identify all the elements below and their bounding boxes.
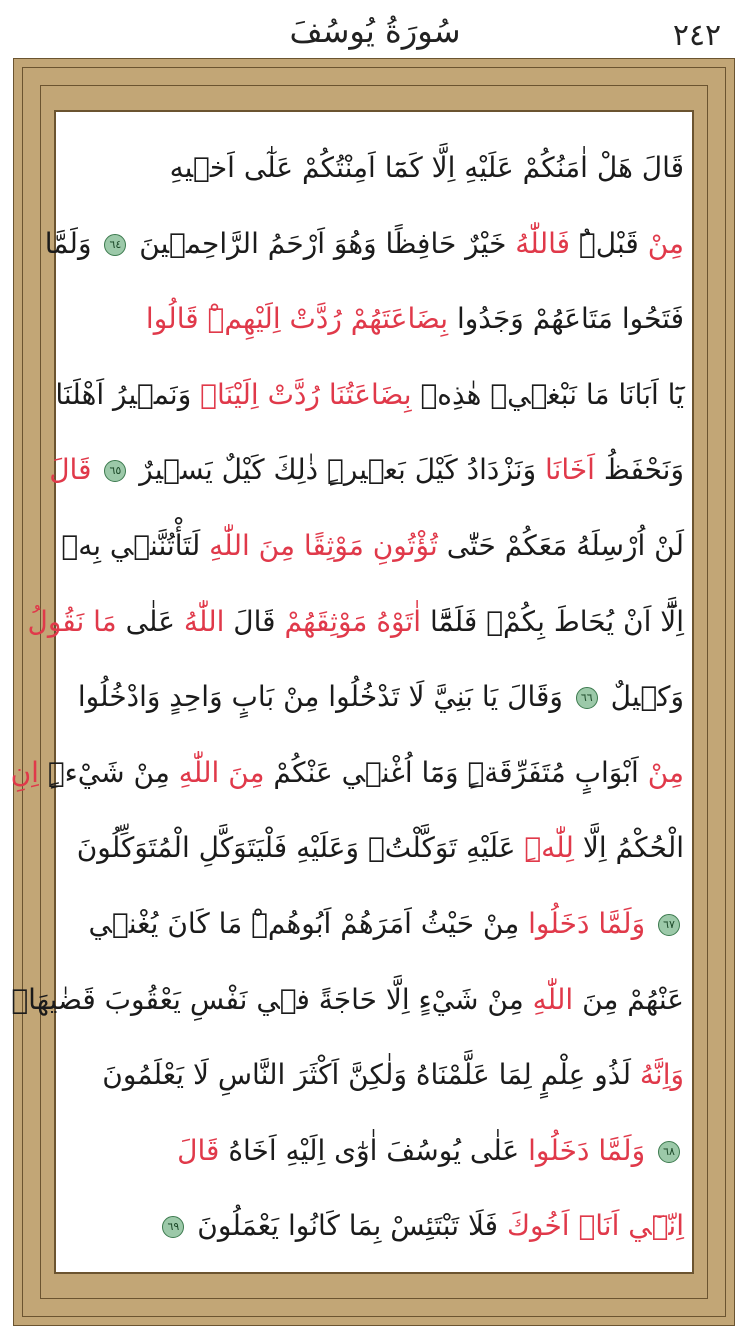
verse-line (64, 1188, 684, 1264)
verse-line (44, 206, 684, 282)
tajweed-highlight-text: بِضَاعَتَهُمْ رُدَّتْ اِلَيْهِمْۜ (207, 302, 449, 336)
verse-text: قَالَ هَلْ اٰمَنُكُمْ عَلَيْهِ اِلَّا كَمَٓا اَمِنْتُكُمْ عَلٰٓى اَخ۪يهِ (169, 151, 684, 184)
tajweed-highlight-text: مِنَ اللّٰهِ (178, 755, 265, 789)
verse-lines (10, 130, 684, 1264)
tajweed-highlight-text: تُؤْتُونِ مَوْثِقًا مِنَ اللّٰهِ (209, 528, 438, 562)
verse-text: وَقَالَ يَا بَنِيَّ لَا تَدْخُلُوا مِنْ بَابٍ وَاحِدٍ وَادْخُلُوا (77, 680, 572, 714)
tajweed-highlight-text: اٰتَوْهُ مَوْثِقَهُمْ (284, 604, 422, 638)
tajweed-highlight-text: اللّٰهِ (532, 982, 574, 1016)
verse-line (49, 432, 684, 508)
surah-title: سُورَةُ يُوسُفَ (289, 12, 461, 50)
verse-line (64, 659, 684, 735)
verse-text: فَتَحُوا مَتَاعَهُمْ وَجَدُوا (448, 302, 684, 336)
verse-text: اِلَّٓا اَنْ يُحَاطَ بِكُمْۚ فَلَمَّٓا (421, 604, 684, 638)
verse-text: وَنَم۪يرُ اَهْلَنَا (55, 377, 201, 411)
tajweed-highlight-text: مَا نَقُولُ (27, 604, 117, 638)
verse-text: عَلَيْهِ تَوَكَّلْتُۚ وَعَلَيْهِ فَلْيَتَوَكَّلِ الْمُتَوَكِّلُونَ (76, 831, 525, 865)
ayah-number-marker: ٦٩ (162, 1216, 184, 1238)
verse-text: عَلٰى يُوسُفَ اٰوٰٓى اِلَيْهِ اَخَاهُ (219, 1133, 529, 1167)
tajweed-highlight-text: اَخَانَا (545, 453, 595, 487)
verse-text: يَٓا اَبَانَا مَا نَبْغ۪يۜ هٰذِه۪ (411, 377, 684, 411)
verse-text: لَنْ اُرْسِلَهُ مَعَكُمْ حَتّٰى (437, 528, 684, 562)
verse-line (64, 810, 684, 886)
verse-text: وَنَزْدَادُ كَيْلَ بَع۪يرٍۜ ذٰلِكَ كَيْلٌ يَس۪يرٌ (130, 453, 546, 487)
text-panel (10, 110, 694, 1274)
tajweed-highlight-text: لِلّٰهِۜ (524, 831, 574, 865)
verse-line (64, 281, 684, 357)
tajweed-highlight-text: مِنْ (647, 755, 684, 789)
verse-line (64, 1113, 684, 1189)
ayah-number-marker: ٦٨ (658, 1141, 680, 1163)
verse-line (11, 962, 684, 1038)
verse-text: عَلٰى (116, 604, 184, 638)
verse-text: قَبْلُۜ (570, 226, 648, 260)
verse-line (61, 508, 684, 584)
tajweed-highlight-text: اللّٰهُ (183, 604, 225, 638)
page-header (0, 0, 750, 55)
verse-text: مِنْ شَيْءٍ اِلَّا حَاجَةً ف۪ي نَفْسِ يَعْقُوبَ قَضٰيهَاۜ (11, 982, 533, 1016)
verse-text: وَك۪يلٌ (601, 680, 684, 714)
verse-text: خَيْرٌ حَافِظًا وَهُوَ اَرْحَمُ الرَّاحِم۪ينَ (130, 226, 516, 260)
page-number: ٢٤٢ (672, 18, 722, 53)
verse-text: لَتَأْتُنَّن۪ي بِه۪ (61, 528, 210, 562)
tajweed-highlight-text: قَالَ (49, 453, 101, 487)
verse-line (55, 357, 684, 433)
tajweed-highlight-text: وَاِنَّهُ (639, 1058, 684, 1092)
verse-text: وَلَمَّا (44, 226, 101, 260)
tajweed-highlight-text: قَالَ (177, 1133, 220, 1167)
verse-text: مِنْ حَيْثُ اَمَرَهُمْ اَبُوهُمْۜ مَا كَانَ يُغْن۪ي (88, 906, 529, 940)
verse-text: مِنْ شَيْءٍۜ (38, 755, 179, 789)
verse-text: وَنَحْفَظُ (594, 453, 684, 487)
verse-text: فَلَا تَبْتَئِسْ بِمَا كَانُوا يَعْمَلُونَ (188, 1209, 507, 1243)
verse-line (10, 735, 684, 811)
verse-line (64, 1037, 684, 1113)
ayah-number-marker: ٦٥ (104, 460, 126, 482)
ayah-number-marker: ٦٧ (658, 914, 680, 936)
ayah-number-marker: ٦٦ (576, 687, 598, 709)
verse-text: اَبْوَابٍ مُتَفَرِّقَةٍۜ وَمَٓا اُغْن۪ي عَنْكُمْ (264, 755, 648, 789)
tajweed-highlight-text: وَلَمَّا دَخَلُوا (528, 1133, 654, 1167)
verse-text: عَنْهُمْ مِنَ (573, 982, 684, 1016)
tajweed-highlight-text: اِنّ۪ٓي اَنَا۬ اَخُوكَ (506, 1209, 684, 1243)
tajweed-highlight-text: بِضَاعَتُنَا رُدَّتْ اِلَيْنَاۚ (200, 377, 412, 411)
tajweed-highlight-text: مِنْ (647, 226, 684, 260)
tajweed-highlight-text: اِنِ (10, 755, 39, 789)
verse-line (64, 130, 684, 206)
verse-text: قَالَ (224, 604, 285, 638)
tajweed-highlight-text: قَالُوا (145, 302, 208, 336)
verse-line (64, 886, 684, 962)
ayah-number-marker: ٦٤ (104, 234, 126, 256)
tajweed-highlight-text: وَلَمَّا دَخَلُوا (528, 906, 654, 940)
verse-text: الْحُكْمُ اِلَّا (573, 831, 684, 865)
tajweed-highlight-text: فَاللّٰهُ (515, 226, 571, 260)
verse-line (27, 584, 684, 660)
verse-text: لَذُو عِلْمٍ لِمَا عَلَّمْنَاهُ وَلٰكِنَّ اَكْثَرَ النَّاسِ لَا يَعْلَمُونَ (102, 1058, 640, 1092)
